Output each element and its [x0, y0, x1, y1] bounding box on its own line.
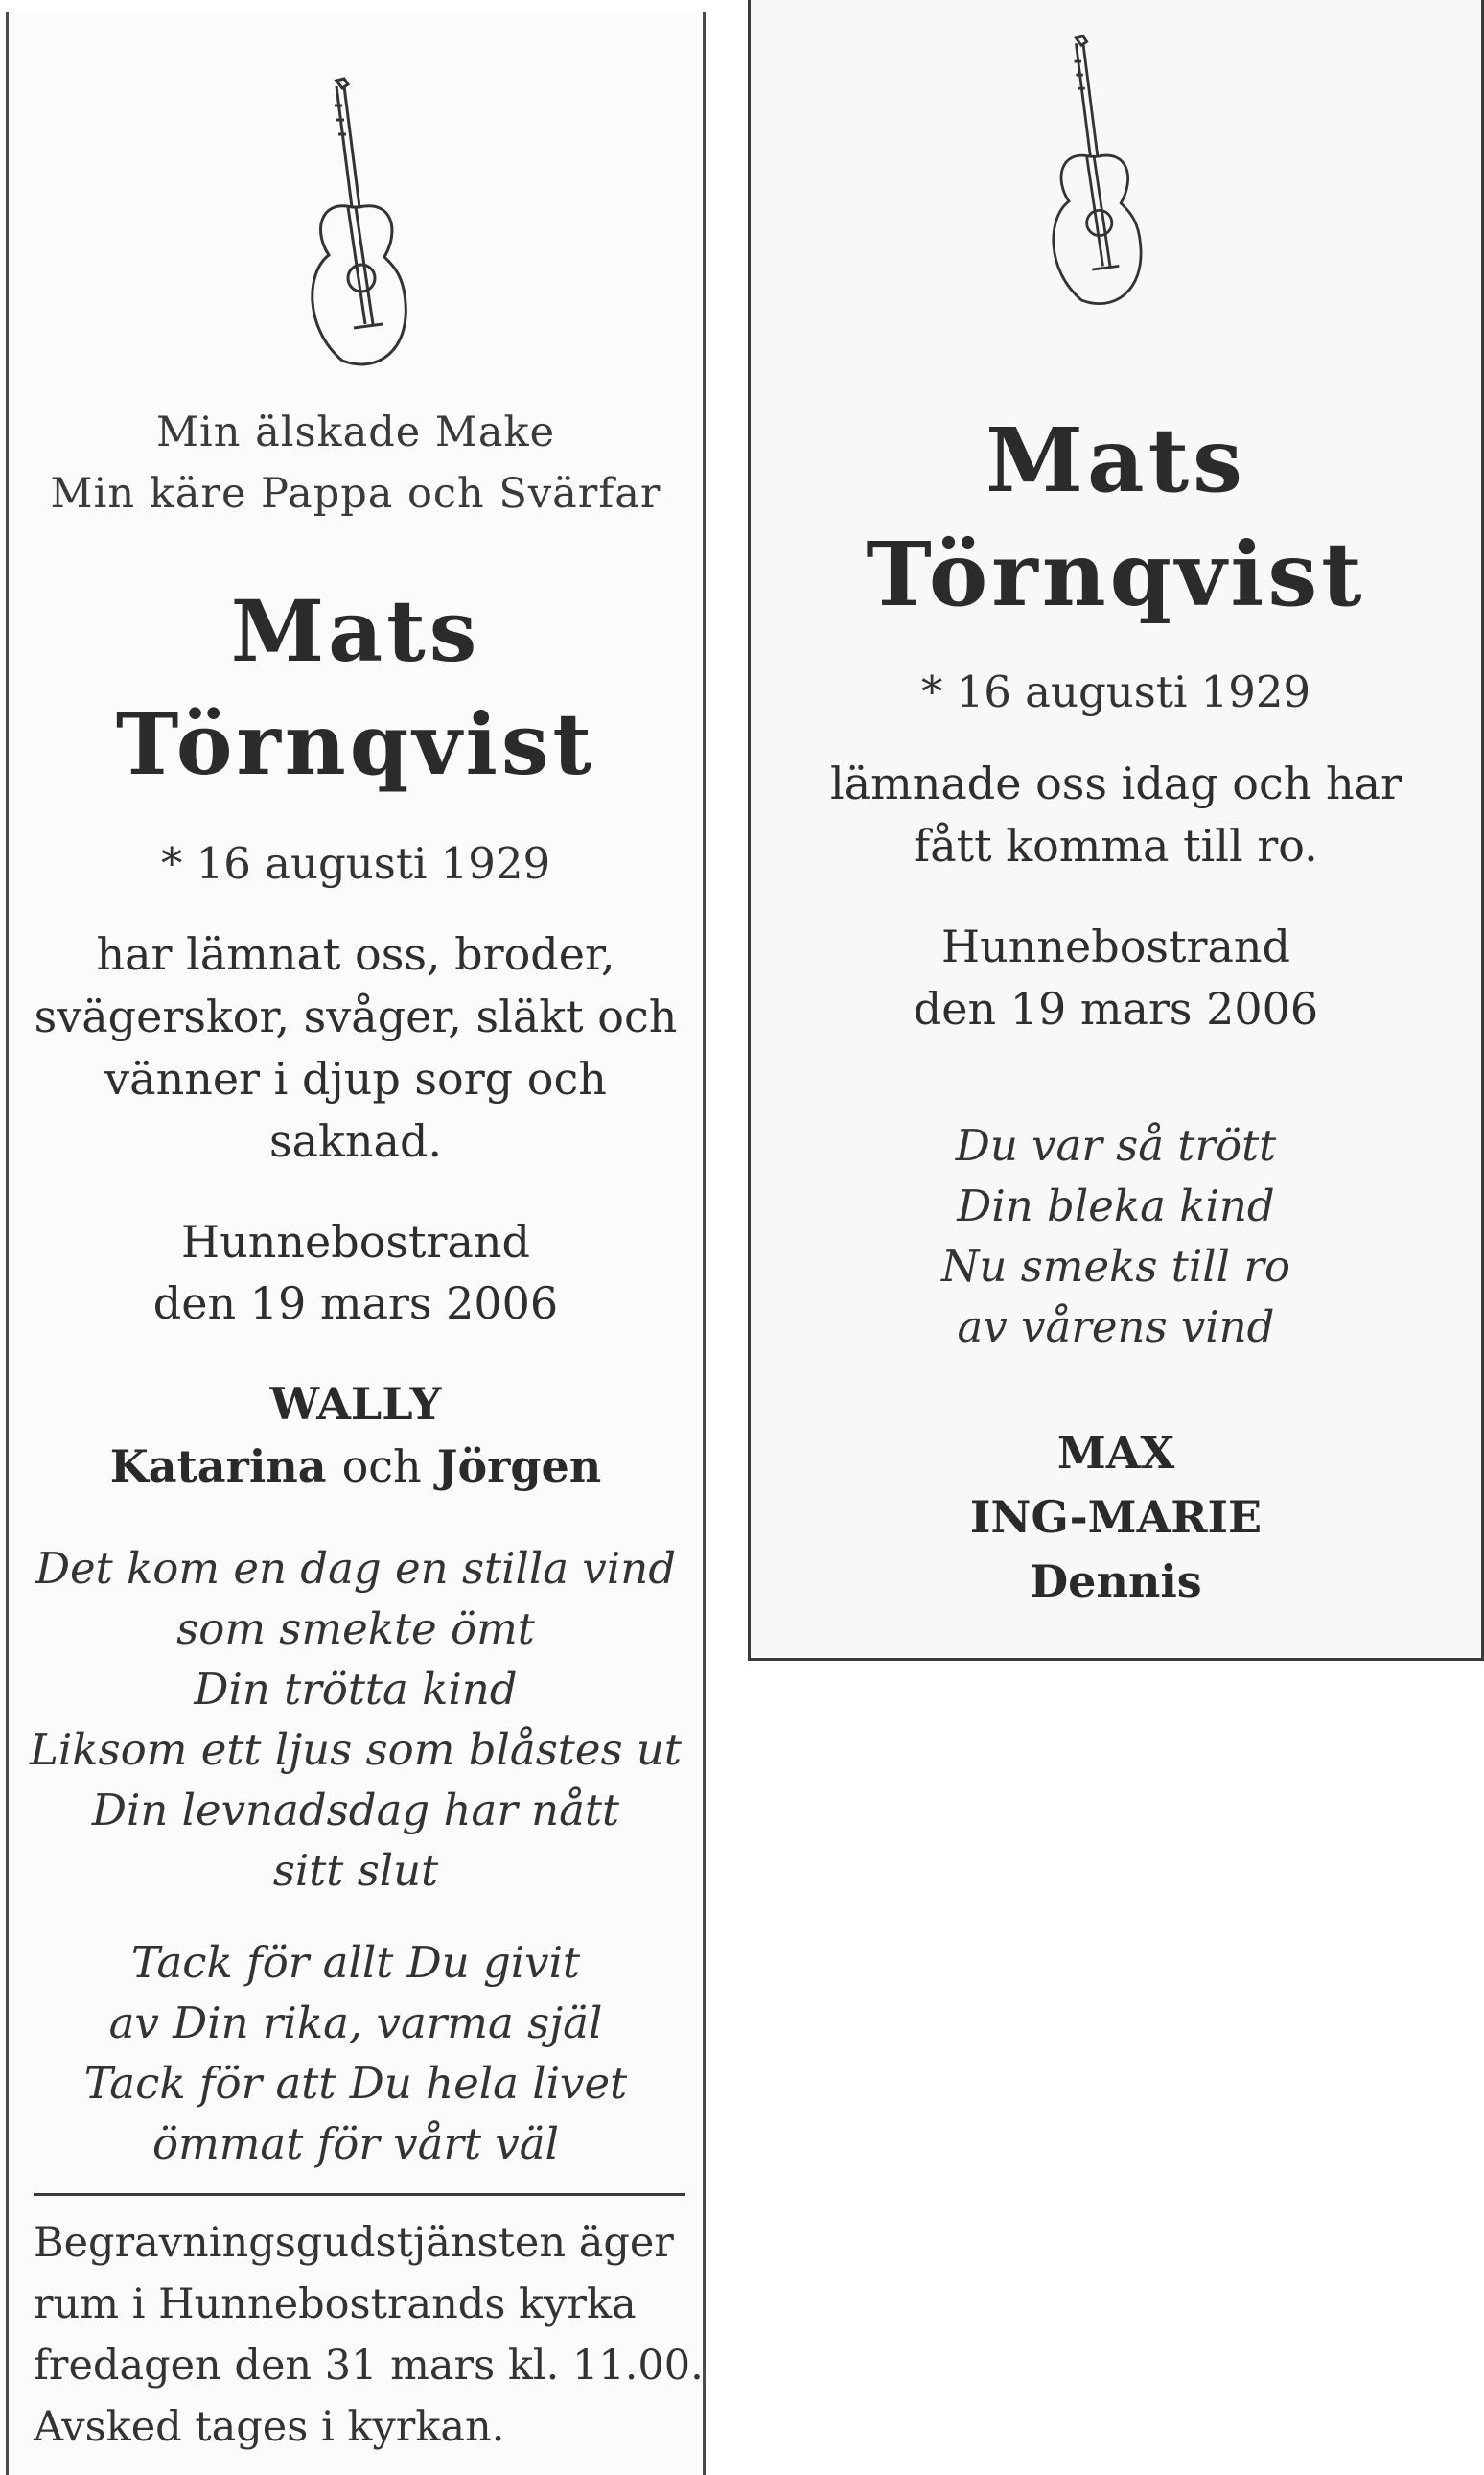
funeral-line-3: fredagen den 31 mars kl. 11.00. — [34, 2342, 704, 2390]
right-obituary-notice — [748, 0, 1484, 1661]
signature-dennis: Dennis — [1030, 1555, 1202, 1607]
guitar-icon — [300, 77, 415, 374]
deceased-first-name: Mats — [985, 409, 1246, 512]
funeral-divider — [34, 2193, 685, 2196]
death-date: den 19 mars 2006 — [913, 983, 1319, 1035]
message-line-3: vänner i djup sorg och — [104, 1053, 607, 1105]
verse1-line-4: Liksom ett ljus som blåstes ut — [30, 1724, 682, 1775]
verse-line-4: av vårens vind — [957, 1301, 1275, 1352]
funeral-line-2: rum i Hunnebostrands kyrka — [34, 2280, 637, 2328]
verse-line-2: Din bleka kind — [957, 1180, 1275, 1231]
verse-line-3: Nu smeks till ro — [941, 1241, 1290, 1292]
intro-line-2: Min käre Pappa och Svärfar — [50, 470, 661, 518]
birth-date: * 16 augusti 1929 — [160, 838, 551, 889]
intro-line-1: Min älskade Make — [155, 409, 556, 456]
verse2-line-4: ömmat för vårt väl — [151, 2118, 559, 2169]
message-line-2: svägerskor, svåger, släkt och — [34, 991, 678, 1042]
death-place: Hunnebostrand — [181, 1216, 530, 1268]
message-line-1: har lämnat oss, broder, — [96, 928, 615, 980]
verse-line-1: Du var så trött — [955, 1120, 1277, 1171]
verse1-line-3: Din trötta kind — [194, 1664, 518, 1715]
signature-children — [9, 1440, 703, 1492]
verse1-line-1: Det kom en dag en stilla vind — [35, 1543, 677, 1594]
deceased-first-name: Mats — [230, 581, 481, 681]
guitar-icon — [1038, 35, 1153, 313]
signature-max: MAX — [1056, 1427, 1175, 1479]
left-obituary-notice — [6, 12, 706, 2475]
death-place: Hunnebostrand — [941, 921, 1290, 972]
signature-jorgen: Jörgen — [436, 1440, 602, 1492]
death-date: den 19 mars 2006 — [152, 1277, 559, 1329]
message-line-2: fått komma till ro. — [914, 820, 1318, 872]
verse1-line-6: sitt slut — [272, 1845, 439, 1896]
signature-och: och — [341, 1440, 422, 1492]
verse1-line-2: som smekte ömt — [176, 1603, 535, 1654]
message-line-1: lämnade oss idag och har — [829, 758, 1403, 809]
verse2-line-1: Tack för allt Du givit — [130, 1937, 581, 1988]
birth-date: * 16 augusti 1929 — [920, 666, 1311, 717]
signature-ing-marie: ING-MARIE — [969, 1491, 1263, 1543]
funeral-line-1: Begravningsgudstjänsten äger — [34, 2219, 674, 2267]
signature-katarina: Katarina — [109, 1440, 327, 1492]
funeral-line-4: Avsked tages i kyrkan. — [34, 2403, 505, 2451]
verse2-line-3: Tack för att Du hela livet — [83, 2058, 628, 2109]
deceased-last-name: Törnqvist — [866, 523, 1366, 626]
message-line-4: saknad. — [268, 1115, 443, 1167]
deceased-last-name: Törnqvist — [115, 694, 596, 794]
verse2-line-2: av Din rika, varma själ — [108, 1997, 603, 2048]
verse1-line-5: Din levnadsdag har nått — [91, 1785, 620, 1835]
signature-wally: WALLY — [269, 1378, 442, 1430]
